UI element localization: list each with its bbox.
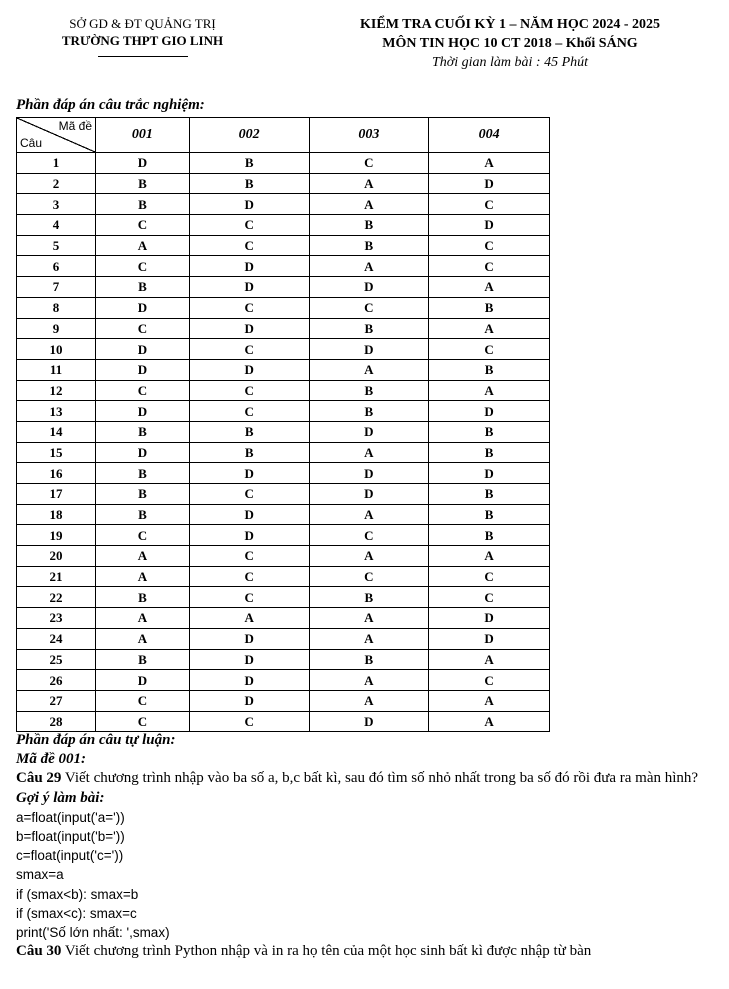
answer-cell: A (309, 628, 429, 649)
table-row (17, 318, 550, 339)
answer-cell: A (429, 711, 550, 732)
essay-code-label: Mã đề 001: (16, 751, 86, 768)
answer-cell: C (309, 297, 429, 318)
answer-cell: C (96, 215, 190, 236)
question-number-cell: 20 (17, 546, 96, 567)
answer-cell: D (309, 484, 429, 505)
essay-section (16, 731, 721, 961)
answer-cell: D (429, 173, 550, 194)
answer-cell: B (96, 587, 190, 608)
answer-cell: B (429, 504, 550, 525)
table-row (17, 359, 550, 380)
table-row (17, 711, 550, 732)
answer-cell: D (96, 442, 190, 463)
question-30-label: Câu 30 (16, 943, 62, 960)
question-number-cell: 3 (17, 194, 96, 215)
answer-cell: C (429, 256, 550, 277)
answer-cell: D (309, 277, 429, 298)
answer-cell: D (309, 339, 429, 360)
answer-cell: C (96, 380, 190, 401)
answer-cell: C (429, 235, 550, 256)
question-30-text: Viết chương trình Python nhập và in ra họ tên của một học sinh bất kì được nhập từ bàn (61, 943, 592, 960)
answer-cell: C (429, 587, 550, 608)
question-29-text: Viết chương trình nhập vào ba số a, b,c bất kì, sau đó tìm số nhỏ nhất trong ba số đó rồi đưa ra màn hình? (61, 770, 699, 787)
answer-cell: A (189, 608, 309, 629)
answer-table-body (17, 153, 550, 732)
question-number-cell: 28 (17, 711, 96, 732)
code-line: if (smax<c): smax=c (16, 905, 137, 921)
question-number-cell: 12 (17, 380, 96, 401)
answer-cell: A (96, 566, 190, 587)
code-header: 002 (189, 118, 309, 153)
answer-cell: D (429, 628, 550, 649)
answer-cell: B (96, 649, 190, 670)
table-row (17, 153, 550, 174)
answer-cell: A (309, 546, 429, 567)
corner-code-label: Mã đề (58, 119, 92, 133)
question-number-cell: 5 (17, 235, 96, 256)
answer-cell: C (189, 711, 309, 732)
header-right (300, 15, 720, 72)
answer-cell: C (189, 235, 309, 256)
answer-cell: C (189, 401, 309, 422)
answer-cell: A (309, 442, 429, 463)
question-number-cell: 6 (17, 256, 96, 277)
code-header: 001 (96, 118, 190, 153)
table-row (17, 484, 550, 505)
question-number-cell: 2 (17, 173, 96, 194)
answer-cell: A (429, 153, 550, 174)
answer-cell: C (309, 525, 429, 546)
table-corner-cell (17, 118, 96, 153)
table-row (17, 277, 550, 298)
answer-cell: D (96, 153, 190, 174)
answer-cell: C (96, 711, 190, 732)
question-number-cell: 10 (17, 339, 96, 360)
answer-cell: D (189, 525, 309, 546)
question-number-cell: 24 (17, 628, 96, 649)
table-row (17, 670, 550, 691)
answer-cell: D (96, 670, 190, 691)
answer-cell: C (429, 339, 550, 360)
table-row (17, 380, 550, 401)
answer-cell: D (309, 463, 429, 484)
answer-cell: D (429, 463, 550, 484)
table-row (17, 566, 550, 587)
answer-cell: C (189, 339, 309, 360)
answer-cell: B (96, 194, 190, 215)
answer-cell: C (189, 566, 309, 587)
answer-cell: A (429, 380, 550, 401)
answer-cell: B (309, 401, 429, 422)
table-row (17, 463, 550, 484)
question-number-cell: 17 (17, 484, 96, 505)
code-line: c=float(input('c=')) (16, 848, 124, 864)
answer-cell: B (189, 173, 309, 194)
exam-title: KIỂM TRA CUỐI KỲ 1 – NĂM HỌC 2024 - 2025 (360, 17, 660, 32)
code-line: print('Số lớn nhất: ',smax) (16, 925, 170, 941)
answer-cell: B (429, 297, 550, 318)
exam-subject: MÔN TIN HỌC 10 CT 2018 – Khối SÁNG (382, 36, 638, 51)
answer-cell: A (309, 256, 429, 277)
code-line: smax=a (16, 867, 64, 883)
school-name: TRƯỜNG THPT GIO LINH (61, 33, 224, 48)
answer-cell: B (96, 484, 190, 505)
table-row (17, 525, 550, 546)
essay-section-title: Phần đáp án câu tự luận: (16, 732, 176, 748)
answer-cell: D (189, 504, 309, 525)
answer-cell: D (189, 277, 309, 298)
answer-cell: B (429, 359, 550, 380)
question-number-cell: 14 (17, 421, 96, 442)
answer-cell: B (309, 318, 429, 339)
answer-cell: A (429, 649, 550, 670)
answer-cell: A (309, 690, 429, 711)
question-number-cell: 23 (17, 608, 96, 629)
question-number-cell: 11 (17, 359, 96, 380)
table-row (17, 628, 550, 649)
answer-cell: A (429, 546, 550, 567)
answer-cell: D (429, 215, 550, 236)
question-number-cell: 18 (17, 504, 96, 525)
answer-cell: B (96, 463, 190, 484)
answer-cell: A (309, 194, 429, 215)
answer-cell: D (309, 711, 429, 732)
answer-cell: B (309, 215, 429, 236)
answer-cell: C (309, 566, 429, 587)
answer-cell: B (309, 235, 429, 256)
table-row (17, 401, 550, 422)
answer-cell: C (96, 525, 190, 546)
answer-cell: A (429, 690, 550, 711)
table-row (17, 587, 550, 608)
code-line: a=float(input('a=')) (16, 809, 125, 825)
table-row (17, 649, 550, 670)
answer-cell: A (309, 359, 429, 380)
answer-cell: B (96, 421, 190, 442)
question-number-cell: 15 (17, 442, 96, 463)
table-row (17, 504, 550, 525)
question-number-cell: 4 (17, 215, 96, 236)
answer-cell: B (96, 277, 190, 298)
question-number-cell: 1 (17, 153, 96, 174)
answer-cell: D (189, 359, 309, 380)
answer-cell: D (189, 628, 309, 649)
table-row (17, 256, 550, 277)
corner-question-label: Câu (20, 136, 43, 150)
answer-cell: A (96, 608, 190, 629)
answer-cell: B (309, 587, 429, 608)
answer-cell: C (96, 690, 190, 711)
table-header-row (17, 118, 550, 153)
answer-cell: A (309, 670, 429, 691)
question-number-cell: 8 (17, 297, 96, 318)
answer-cell: B (96, 504, 190, 525)
answer-cell: C (96, 318, 190, 339)
question-number-cell: 9 (17, 318, 96, 339)
table-row (17, 215, 550, 236)
answer-cell: B (309, 649, 429, 670)
answer-cell: B (189, 442, 309, 463)
answer-cell: A (96, 235, 190, 256)
answer-cell: A (429, 277, 550, 298)
department-name: SỞ GD & ĐT QUẢNG TRỊ (69, 16, 216, 31)
answer-cell: B (96, 173, 190, 194)
answer-cell: C (189, 297, 309, 318)
answer-cell: C (429, 670, 550, 691)
answer-cell: D (429, 401, 550, 422)
answer-cell: B (309, 380, 429, 401)
answer-cell: A (309, 173, 429, 194)
hint-label: Gợi ý làm bài: (16, 789, 105, 806)
table-row (17, 442, 550, 463)
answer-cell: C (189, 380, 309, 401)
answer-cell: D (96, 297, 190, 318)
table-row (17, 297, 550, 318)
answer-cell: C (189, 484, 309, 505)
answer-cell: D (96, 339, 190, 360)
answer-cell: D (189, 670, 309, 691)
question-number-cell: 21 (17, 566, 96, 587)
question-30 (16, 942, 721, 961)
table-row (17, 690, 550, 711)
answer-cell: C (189, 587, 309, 608)
answer-cell: B (429, 525, 550, 546)
exam-duration: Thời gian làm bài : 45 Phút (431, 55, 589, 70)
answer-cell: C (189, 215, 309, 236)
answer-cell: B (189, 153, 309, 174)
answer-cell: D (189, 649, 309, 670)
answer-cell: D (189, 194, 309, 215)
answer-cell: B (429, 442, 550, 463)
answer-cell: C (429, 566, 550, 587)
answer-cell: D (189, 256, 309, 277)
answer-cell: D (189, 463, 309, 484)
answer-cell: B (189, 421, 309, 442)
mc-section-title: Phần đáp án câu trắc nghiệm: (16, 97, 205, 113)
question-number-cell: 27 (17, 690, 96, 711)
answer-cell: B (429, 421, 550, 442)
answer-cell: A (96, 546, 190, 567)
header-divider (98, 56, 188, 57)
table-row (17, 339, 550, 360)
code-header: 004 (429, 118, 550, 153)
table-row (17, 235, 550, 256)
answer-cell: C (189, 546, 309, 567)
question-number-cell: 22 (17, 587, 96, 608)
answer-cell: C (309, 153, 429, 174)
answer-cell: D (96, 401, 190, 422)
table-row (17, 608, 550, 629)
table-row (17, 421, 550, 442)
question-29 (16, 769, 721, 788)
code-line: b=float(input('b=')) (16, 829, 125, 845)
code-block (16, 808, 721, 942)
question-number-cell: 19 (17, 525, 96, 546)
answer-cell: A (309, 504, 429, 525)
answer-cell: D (429, 608, 550, 629)
answer-cell: D (96, 359, 190, 380)
question-number-cell: 26 (17, 670, 96, 691)
answer-cell: D (189, 318, 309, 339)
question-number-cell: 16 (17, 463, 96, 484)
header-left (40, 15, 245, 57)
answer-cell: A (429, 318, 550, 339)
answer-cell: D (189, 690, 309, 711)
answer-cell: D (309, 421, 429, 442)
answer-cell: B (429, 484, 550, 505)
table-row (17, 546, 550, 567)
code-line: if (smax<b): smax=b (16, 886, 139, 902)
question-29-label: Câu 29 (16, 770, 62, 787)
answer-cell: A (309, 608, 429, 629)
question-number-cell: 13 (17, 401, 96, 422)
table-row (17, 194, 550, 215)
code-header: 003 (309, 118, 429, 153)
answer-table (16, 117, 550, 732)
answer-cell: C (429, 194, 550, 215)
question-number-cell: 7 (17, 277, 96, 298)
table-row (17, 173, 550, 194)
answer-cell: C (96, 256, 190, 277)
question-number-cell: 25 (17, 649, 96, 670)
answer-cell: A (96, 628, 190, 649)
